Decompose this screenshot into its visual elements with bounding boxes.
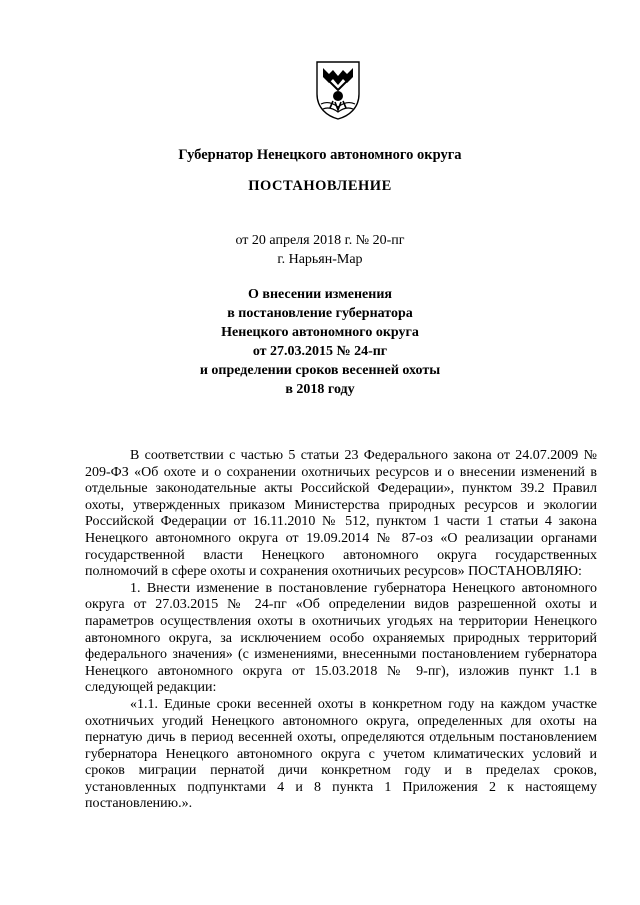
subject-line: Ненецкого автономного округа (221, 325, 419, 340)
document-body (85, 448, 597, 813)
document-subject (0, 285, 640, 399)
organization-name: Губернатор Ненецкого автономного округа (178, 147, 462, 163)
subject-line: от 27.03.2015 № 24-пг (252, 344, 388, 359)
date-number: от 20 апреля 2018 г. № 20-пг (235, 233, 405, 248)
subject-line: и определении сроков весенней охоты (199, 363, 441, 378)
document-type: ПОСТАНОВЛЕНИЕ (248, 178, 392, 194)
subject-line: в 2018 году (285, 382, 355, 397)
subject-line: в постановление губернатора (227, 306, 413, 321)
place: г. Нарьян-Мар (277, 252, 363, 267)
nenets-coat-of-arms-icon (313, 60, 363, 120)
quoted-paragraph: «1.1. Единые сроки весенней охоты в конкретном году на каждом участке охотничьих угодий Ненецкого автономного округа, определенных для охоты на пернатую дичь в период весенней охоты, определяются отдельным постановлением губернатора Ненецкого автономного округа с учетом климатических условий и сроков миграции пернатой дичи конкретном году и в пределах сроков, установленных подпунктами 4 и 8 пункта 1 Приложения 2 к настоящему постановлению.». (85, 696, 597, 812)
document-meta (0, 231, 640, 269)
item-1-paragraph: 1. Внести изменение в постановление губернатора Ненецкого автономного округа от 27.03.2015 № 24-пг «Об определении видов разрешенной охоты и параметров осуществления охоты в охотничьих угодьях на территории Ненецкого автономного округа, за исключением особо охраняемых природных территорий федерального значения» (с изменениями, внесенными постановлением губернатора Ненецкого автономного округа от 15.03.2018 № 9-пг), изложив пункт 1.1 в следующей редакции: (85, 580, 597, 696)
preamble-paragraph: В соответствии с частью 5 статьи 23 Федерального закона от 24.07.2009 № 209-ФЗ «Об охоте и о сохранении охотничьих ресурсов и о внесении изменений в отдельные законодательные акты Российской Федерации», пунктом 39.2 Правил охоты, утвержденных приказом Министерства природных ресурсов и экологии Российской Федерации от 16.11.2010 № 512, пунктом 1 части 1 статьи 4 закона Ненецкого автономного округа от 19.09.2014 № 87-оз «О реализации органами государственной власти Ненецкого автономного округа государственных полномочий в сфере охоты и сохранения охотничьих ресурсов» ПОСТАНОВЛЯЮ: (85, 448, 597, 580)
subject-line: О внесении изменения (248, 287, 392, 302)
